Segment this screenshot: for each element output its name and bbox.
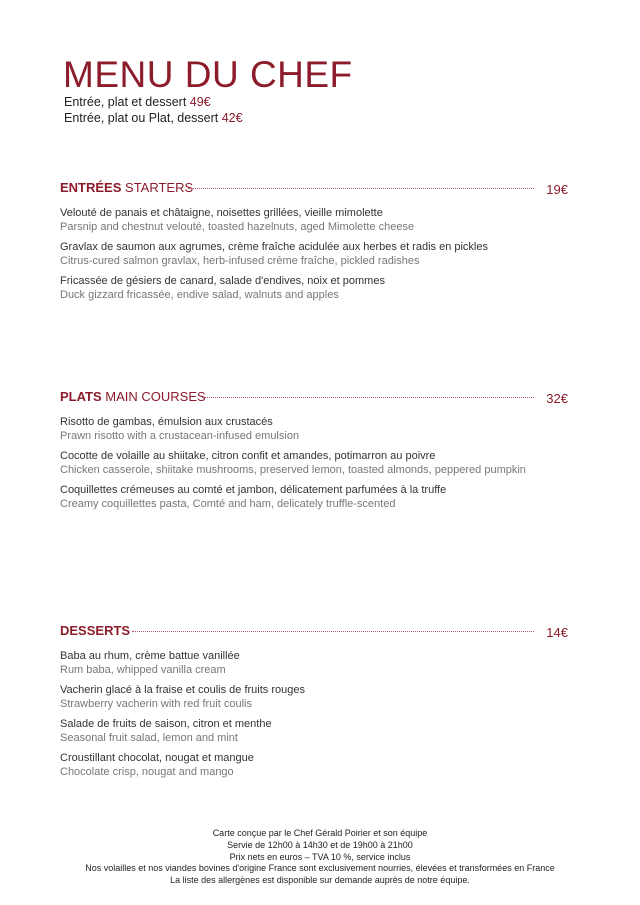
item-name-en: Chocolate crisp, nougat and mango — [60, 766, 234, 778]
menu-item — [60, 240, 568, 268]
section-mains — [60, 389, 568, 511]
menu-item — [60, 649, 568, 677]
section-title: PLATS MAIN COURSES — [60, 389, 212, 404]
menu-item — [60, 449, 568, 477]
dotted-leader — [202, 397, 534, 398]
formula-line-1 — [64, 95, 211, 109]
dotted-leader — [188, 188, 534, 189]
section-header — [60, 180, 568, 200]
item-name-fr: Coquillettes crémeuses au comté et jambon, délicatement parfumées à la truffe — [60, 484, 447, 496]
section-header — [60, 623, 568, 643]
item-name-en: Seasonal fruit salad, lemon and mint — [60, 732, 238, 744]
item-name-fr: Fricassée de gésiers de canard, salade d'endives, noix et pommes — [60, 275, 385, 287]
footer-notes — [0, 828, 640, 887]
menu-item — [60, 483, 568, 511]
menu-title: MENU DU CHEF — [63, 54, 353, 95]
item-name-en: Prawn risotto with a crustacean-infused emulsion — [60, 430, 300, 442]
formula-label: Entrée, plat et dessert — [64, 95, 190, 109]
menu-item — [60, 717, 568, 745]
item-name-fr: Baba au rhum, crème battue vanillée — [60, 650, 240, 662]
menu-item — [60, 683, 568, 711]
formula-label: Entrée, plat ou Plat, dessert — [64, 111, 222, 125]
section-price: 19€ — [546, 182, 568, 197]
menu-item — [60, 415, 568, 443]
footer-line: Prix nets en euros – TVA 10 %, service inclus — [229, 851, 411, 862]
item-name-en: Chicken casserole, shiitake mushrooms, preserved lemon, toasted almonds, peppered pumpkin — [60, 464, 526, 476]
item-name-fr: Vacherin glacé à la fraise et coulis de fruits rouges — [60, 684, 305, 696]
section-header — [60, 389, 568, 409]
section-price: 32€ — [546, 391, 568, 406]
footer-line: La liste des allergènes est disponible sur demande auprès de notre équipe. — [170, 875, 470, 886]
footer-line: Nos volailles et nos viandes bovines d'origine France sont exclusivement nourries, élevées et transformées en France — [85, 863, 555, 874]
item-name-en: Duck gizzard fricassée, endive salad, walnuts and apples — [60, 289, 339, 301]
dotted-leader — [132, 631, 534, 632]
item-name-en: Rum baba, whipped vanilla cream — [60, 664, 226, 676]
item-name-fr: Velouté de panais et châtaigne, noisettes grillées, vieille mimolette — [60, 207, 383, 219]
item-name-en: Citrus-cured salmon gravlax, herb-infused crème fraîche, pickled radishes — [60, 255, 420, 267]
footer-line: Carte conçue par le Chef Gérald Poirier et son équipe — [212, 828, 428, 838]
formula-price: 42€ — [221, 111, 243, 125]
footer-line: Servie de 12h00 à 14h30 et de 19h00 à 21h00 — [227, 839, 413, 850]
menu-item — [60, 751, 568, 779]
formula-price: 49€ — [189, 95, 211, 109]
menu-item — [60, 274, 568, 302]
item-name-fr: Gravlax de saumon aux agrumes, crème fraîche acidulée aux herbes et radis en pickles — [60, 241, 488, 253]
item-name-en: Parsnip and chestnut velouté, toasted hazelnuts, aged Mimolette cheese — [60, 221, 415, 233]
item-name-en: Creamy coquillettes pasta, Comté and ham, delicately truffle-scented — [60, 498, 396, 510]
item-name-fr: Risotto de gambas, émulsion aux crustacés — [60, 416, 273, 428]
item-name-fr: Croustillant chocolat, nougat et mangue — [60, 752, 254, 764]
item-name-fr: Cocotte de volaille au shiitake, citron confit et amandes, potimarron au poivre — [60, 450, 436, 462]
section-price: 14€ — [546, 625, 568, 640]
section-title: DESSERTS — [60, 623, 136, 638]
section-desserts — [60, 623, 568, 779]
menu-item — [60, 206, 568, 234]
section-starters — [60, 180, 568, 302]
item-name-en: Strawberry vacherin with red fruit coulis — [60, 698, 252, 710]
item-name-fr: Salade de fruits de saison, citron et menthe — [60, 718, 272, 730]
section-title: ENTRÉES STARTERS — [60, 180, 199, 195]
formula-line-2 — [64, 111, 243, 125]
